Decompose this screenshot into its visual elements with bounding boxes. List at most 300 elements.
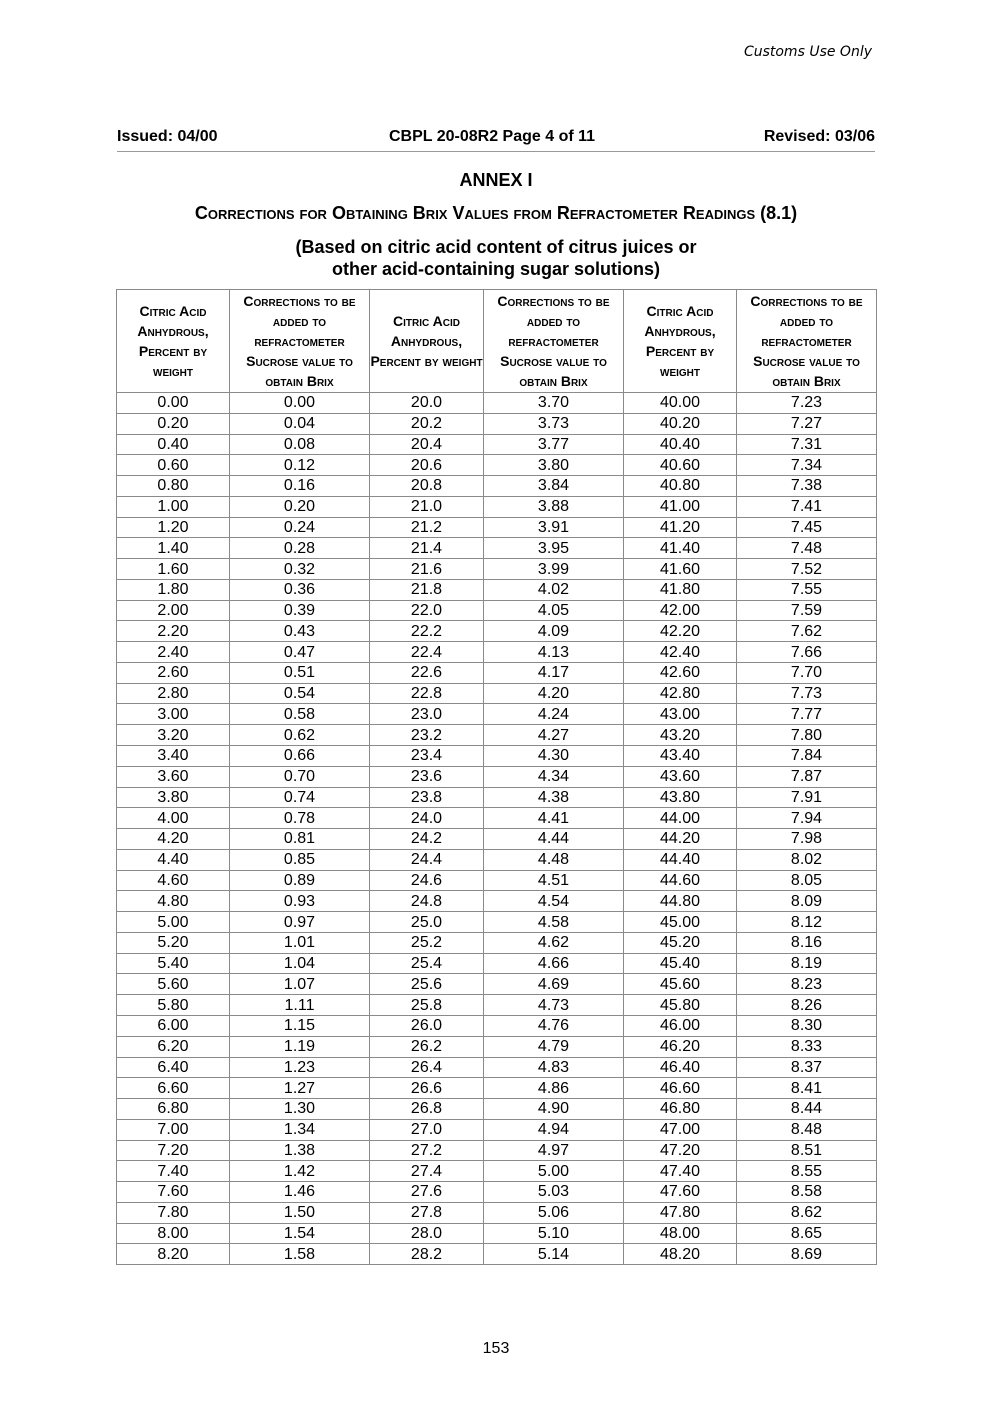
table-cell: 5.40 xyxy=(117,953,230,974)
table-row xyxy=(117,808,877,829)
table-row xyxy=(117,829,877,850)
table-cell: 1.11 xyxy=(230,995,370,1016)
table-cell: 6.20 xyxy=(117,1036,230,1057)
table-row xyxy=(117,787,877,808)
table-cell: 7.48 xyxy=(737,538,877,559)
table-cell: 27.6 xyxy=(370,1182,484,1203)
table-cell: 8.51 xyxy=(737,1140,877,1161)
table-cell: 7.23 xyxy=(737,393,877,414)
table-cell: 4.58 xyxy=(484,912,624,933)
table-cell: 7.80 xyxy=(117,1202,230,1223)
table-cell: 7.55 xyxy=(737,579,877,600)
table-cell: 4.24 xyxy=(484,704,624,725)
table-cell: 7.73 xyxy=(737,683,877,704)
table-cell: 8.05 xyxy=(737,870,877,891)
table-cell: 24.6 xyxy=(370,870,484,891)
table-cell: 7.94 xyxy=(737,808,877,829)
table-row xyxy=(117,1244,877,1265)
table-cell: 7.52 xyxy=(737,559,877,580)
table-cell: 8.30 xyxy=(737,1015,877,1036)
table-cell: 41.80 xyxy=(624,579,737,600)
table-cell: 0.97 xyxy=(230,912,370,933)
table-row xyxy=(117,1223,877,1244)
table-cell: 1.15 xyxy=(230,1015,370,1036)
table-row xyxy=(117,393,877,414)
issued-date: Issued: 04/00 xyxy=(117,128,218,145)
table-row xyxy=(117,953,877,974)
table-cell: 8.20 xyxy=(117,1244,230,1265)
table-row xyxy=(117,1161,877,1182)
table-cell: 4.80 xyxy=(117,891,230,912)
table-cell: 7.34 xyxy=(737,455,877,476)
table-cell: 46.80 xyxy=(624,1099,737,1120)
table-cell: 41.00 xyxy=(624,496,737,517)
table-cell: 4.41 xyxy=(484,808,624,829)
table-cell: 43.80 xyxy=(624,787,737,808)
table-cell: 1.00 xyxy=(117,496,230,517)
table-cell: 20.0 xyxy=(370,393,484,414)
table-cell: 21.6 xyxy=(370,559,484,580)
table-header-row xyxy=(117,290,877,393)
table-cell: 5.20 xyxy=(117,932,230,953)
table-note xyxy=(0,236,992,280)
table-cell: 8.09 xyxy=(737,891,877,912)
table-note-line-2: other acid-containing sugar solutions) xyxy=(331,259,661,279)
table-cell: 0.24 xyxy=(230,517,370,538)
table-cell: 5.00 xyxy=(484,1161,624,1182)
table-cell: 4.97 xyxy=(484,1140,624,1161)
table-row xyxy=(117,891,877,912)
table-cell: 7.98 xyxy=(737,829,877,850)
table-cell: 21.2 xyxy=(370,517,484,538)
table-note-line-1: (Based on citric acid content of citrus juices or xyxy=(295,237,697,257)
table-row xyxy=(117,496,877,517)
table-cell: 3.88 xyxy=(484,496,624,517)
table-cell: 7.31 xyxy=(737,434,877,455)
column-header: Corrections to be added to refractometer Sucrose value to obtain Brix xyxy=(484,290,624,393)
table-cell: 7.41 xyxy=(737,496,877,517)
table-cell: 20.2 xyxy=(370,413,484,434)
table-cell: 24.2 xyxy=(370,829,484,850)
table-row xyxy=(117,455,877,476)
annex-title: ANNEX I xyxy=(459,170,533,190)
table-cell: 0.58 xyxy=(230,704,370,725)
table-cell: 46.60 xyxy=(624,1078,737,1099)
table-row xyxy=(117,1057,877,1078)
table-cell: 47.60 xyxy=(624,1182,737,1203)
table-cell: 3.95 xyxy=(484,538,624,559)
table-cell: 4.44 xyxy=(484,829,624,850)
table-cell: 8.37 xyxy=(737,1057,877,1078)
table-cell: 1.34 xyxy=(230,1119,370,1140)
table-cell: 7.70 xyxy=(737,662,877,683)
table-cell: 20.4 xyxy=(370,434,484,455)
table-cell: 40.20 xyxy=(624,413,737,434)
table-cell: 4.09 xyxy=(484,621,624,642)
table-cell: 1.58 xyxy=(230,1244,370,1265)
table-cell: 0.43 xyxy=(230,621,370,642)
table-cell: 0.12 xyxy=(230,455,370,476)
table-cell: 8.58 xyxy=(737,1182,877,1203)
table-cell: 0.85 xyxy=(230,849,370,870)
table-cell: 41.60 xyxy=(624,559,737,580)
table-cell: 1.42 xyxy=(230,1161,370,1182)
page-header xyxy=(117,128,875,152)
page-number: 153 xyxy=(482,1340,510,1357)
table-cell: 0.32 xyxy=(230,559,370,580)
table-cell: 4.17 xyxy=(484,662,624,683)
table-cell: 22.8 xyxy=(370,683,484,704)
table-cell: 7.38 xyxy=(737,476,877,497)
table-cell: 8.02 xyxy=(737,849,877,870)
table-cell: 8.26 xyxy=(737,995,877,1016)
table-cell: 43.60 xyxy=(624,766,737,787)
table-cell: 5.06 xyxy=(484,1202,624,1223)
table-cell: 7.66 xyxy=(737,642,877,663)
table-row xyxy=(117,974,877,995)
table-cell: 2.00 xyxy=(117,600,230,621)
table-cell: 3.91 xyxy=(484,517,624,538)
table-cell: 22.2 xyxy=(370,621,484,642)
table-cell: 21.4 xyxy=(370,538,484,559)
table-cell: 3.20 xyxy=(117,725,230,746)
table-cell: 0.16 xyxy=(230,476,370,497)
table-cell: 45.80 xyxy=(624,995,737,1016)
table-cell: 8.23 xyxy=(737,974,877,995)
table-row xyxy=(117,559,877,580)
table-cell: 27.0 xyxy=(370,1119,484,1140)
table-cell: 4.38 xyxy=(484,787,624,808)
table-cell: 42.80 xyxy=(624,683,737,704)
table-cell: 4.48 xyxy=(484,849,624,870)
table-row xyxy=(117,1182,877,1203)
table-row xyxy=(117,704,877,725)
table-row xyxy=(117,517,877,538)
table-cell: 23.8 xyxy=(370,787,484,808)
table-cell: 7.80 xyxy=(737,725,877,746)
table-cell: 5.14 xyxy=(484,1244,624,1265)
table-cell: 8.12 xyxy=(737,912,877,933)
table-cell: 0.78 xyxy=(230,808,370,829)
table-cell: 0.47 xyxy=(230,642,370,663)
table-cell: 0.81 xyxy=(230,829,370,850)
table-cell: 43.20 xyxy=(624,725,737,746)
table-cell: 8.16 xyxy=(737,932,877,953)
table-cell: 3.84 xyxy=(484,476,624,497)
table-cell: 26.8 xyxy=(370,1099,484,1120)
table-cell: 25.2 xyxy=(370,932,484,953)
table-cell: 48.20 xyxy=(624,1244,737,1265)
table-cell: 8.62 xyxy=(737,1202,877,1223)
table-cell: 2.20 xyxy=(117,621,230,642)
column-header: Citric Acid Anhydrous, Percent by weight xyxy=(624,290,737,393)
table-cell: 3.70 xyxy=(484,393,624,414)
table-cell: 40.40 xyxy=(624,434,737,455)
table-cell: 4.60 xyxy=(117,870,230,891)
table-cell: 4.69 xyxy=(484,974,624,995)
table-cell: 1.60 xyxy=(117,559,230,580)
table-cell: 42.60 xyxy=(624,662,737,683)
table-cell: 46.40 xyxy=(624,1057,737,1078)
table-cell: 27.8 xyxy=(370,1202,484,1223)
table-cell: 44.00 xyxy=(624,808,737,829)
table-cell: 7.45 xyxy=(737,517,877,538)
table-cell: 41.40 xyxy=(624,538,737,559)
table-row xyxy=(117,932,877,953)
table-cell: 1.20 xyxy=(117,517,230,538)
table-cell: 26.0 xyxy=(370,1015,484,1036)
table-cell: 0.54 xyxy=(230,683,370,704)
table-cell: 28.0 xyxy=(370,1223,484,1244)
table-cell: 7.59 xyxy=(737,600,877,621)
table-cell: 3.00 xyxy=(117,704,230,725)
table-cell: 4.27 xyxy=(484,725,624,746)
table-cell: 23.4 xyxy=(370,746,484,767)
table-row xyxy=(117,683,877,704)
table-cell: 0.00 xyxy=(117,393,230,414)
table-cell: 43.40 xyxy=(624,746,737,767)
table-cell: 22.6 xyxy=(370,662,484,683)
table-cell: 8.55 xyxy=(737,1161,877,1182)
column-header: Corrections to be added to refractometer Sucrose value to obtain Brix xyxy=(230,290,370,393)
table-cell: 8.48 xyxy=(737,1119,877,1140)
table-cell: 25.6 xyxy=(370,974,484,995)
table-cell: 1.40 xyxy=(117,538,230,559)
table-cell: 1.46 xyxy=(230,1182,370,1203)
table-cell: 48.00 xyxy=(624,1223,737,1244)
table-cell: 7.60 xyxy=(117,1182,230,1203)
table-cell: 0.60 xyxy=(117,455,230,476)
table-row xyxy=(117,621,877,642)
table-cell: 26.2 xyxy=(370,1036,484,1057)
document-reference: CBPL 20-08R2 Page 4 of 11 xyxy=(389,128,596,145)
table-row xyxy=(117,1036,877,1057)
table-cell: 44.40 xyxy=(624,849,737,870)
table-row xyxy=(117,725,877,746)
table-cell: 7.27 xyxy=(737,413,877,434)
table-cell: 0.08 xyxy=(230,434,370,455)
table-cell: 4.13 xyxy=(484,642,624,663)
table-cell: 2.40 xyxy=(117,642,230,663)
table-cell: 5.60 xyxy=(117,974,230,995)
table-cell: 4.34 xyxy=(484,766,624,787)
table-cell: 0.93 xyxy=(230,891,370,912)
table-cell: 5.03 xyxy=(484,1182,624,1203)
table-cell: 8.19 xyxy=(737,953,877,974)
table-cell: 42.20 xyxy=(624,621,737,642)
table-row xyxy=(117,538,877,559)
table-row xyxy=(117,746,877,767)
table-row xyxy=(117,600,877,621)
table-cell: 8.33 xyxy=(737,1036,877,1057)
table-cell: 45.00 xyxy=(624,912,737,933)
table-cell: 1.01 xyxy=(230,932,370,953)
table-cell: 45.60 xyxy=(624,974,737,995)
table-cell: 47.00 xyxy=(624,1119,737,1140)
table-cell: 0.28 xyxy=(230,538,370,559)
table-cell: 25.8 xyxy=(370,995,484,1016)
table-cell: 7.00 xyxy=(117,1119,230,1140)
table-row xyxy=(117,434,877,455)
table-cell: 4.20 xyxy=(117,829,230,850)
table-cell: 1.30 xyxy=(230,1099,370,1120)
table-cell: 0.89 xyxy=(230,870,370,891)
table-row xyxy=(117,1015,877,1036)
table-cell: 40.60 xyxy=(624,455,737,476)
table-cell: 4.51 xyxy=(484,870,624,891)
table-cell: 7.91 xyxy=(737,787,877,808)
table-cell: 5.10 xyxy=(484,1223,624,1244)
customs-use-note: Customs Use Only xyxy=(743,44,872,60)
table-cell: 1.50 xyxy=(230,1202,370,1223)
table-cell: 27.2 xyxy=(370,1140,484,1161)
table-cell: 3.73 xyxy=(484,413,624,434)
table-cell: 1.23 xyxy=(230,1057,370,1078)
table-cell: 4.62 xyxy=(484,932,624,953)
table-cell: 24.0 xyxy=(370,808,484,829)
table-cell: 4.00 xyxy=(117,808,230,829)
table-cell: 25.4 xyxy=(370,953,484,974)
column-header: Citric Acid Anhydrous, Percent by weight xyxy=(370,290,484,393)
table-cell: 6.00 xyxy=(117,1015,230,1036)
table-cell: 6.40 xyxy=(117,1057,230,1078)
table-cell: 1.19 xyxy=(230,1036,370,1057)
table-cell: 23.6 xyxy=(370,766,484,787)
table-row xyxy=(117,476,877,497)
table-cell: 3.40 xyxy=(117,746,230,767)
table-cell: 0.04 xyxy=(230,413,370,434)
table-cell: 7.77 xyxy=(737,704,877,725)
table-cell: 26.6 xyxy=(370,1078,484,1099)
table-cell: 3.80 xyxy=(484,455,624,476)
table-cell: 8.41 xyxy=(737,1078,877,1099)
table-cell: 44.60 xyxy=(624,870,737,891)
table-cell: 23.2 xyxy=(370,725,484,746)
table-cell: 22.0 xyxy=(370,600,484,621)
table-cell: 0.70 xyxy=(230,766,370,787)
table-cell: 0.00 xyxy=(230,393,370,414)
table-cell: 4.94 xyxy=(484,1119,624,1140)
table-cell: 0.39 xyxy=(230,600,370,621)
table-cell: 0.20 xyxy=(230,496,370,517)
table-cell: 4.90 xyxy=(484,1099,624,1120)
table-cell: 46.20 xyxy=(624,1036,737,1057)
table-cell: 24.4 xyxy=(370,849,484,870)
table-row xyxy=(117,1099,877,1120)
table-cell: 25.0 xyxy=(370,912,484,933)
column-header: Citric Acid Anhydrous, Percent by weight xyxy=(117,290,230,393)
table-cell: 6.80 xyxy=(117,1099,230,1120)
table-cell: 4.05 xyxy=(484,600,624,621)
table-row xyxy=(117,579,877,600)
table-cell: 3.80 xyxy=(117,787,230,808)
table-cell: 26.4 xyxy=(370,1057,484,1078)
table-cell: 3.60 xyxy=(117,766,230,787)
table-row xyxy=(117,1140,877,1161)
table-cell: 46.00 xyxy=(624,1015,737,1036)
table-cell: 0.40 xyxy=(117,434,230,455)
table-cell: 24.8 xyxy=(370,891,484,912)
table-cell: 42.40 xyxy=(624,642,737,663)
table-cell: 7.87 xyxy=(737,766,877,787)
table-row xyxy=(117,766,877,787)
table-cell: 0.36 xyxy=(230,579,370,600)
table-cell: 44.20 xyxy=(624,829,737,850)
table-cell: 41.20 xyxy=(624,517,737,538)
table-cell: 7.62 xyxy=(737,621,877,642)
table-cell: 47.20 xyxy=(624,1140,737,1161)
table-cell: 2.60 xyxy=(117,662,230,683)
table-cell: 40.00 xyxy=(624,393,737,414)
table-cell: 2.80 xyxy=(117,683,230,704)
table-cell: 7.20 xyxy=(117,1140,230,1161)
table-cell: 4.02 xyxy=(484,579,624,600)
table-row xyxy=(117,1078,877,1099)
table-cell: 28.2 xyxy=(370,1244,484,1265)
table-cell: 4.54 xyxy=(484,891,624,912)
table-cell: 45.40 xyxy=(624,953,737,974)
table-cell: 1.27 xyxy=(230,1078,370,1099)
column-header: Corrections to be added to refractometer Sucrose value to obtain Brix xyxy=(737,290,877,393)
table-cell: 4.40 xyxy=(117,849,230,870)
table-cell: 3.77 xyxy=(484,434,624,455)
table-row xyxy=(117,662,877,683)
table-cell: 0.51 xyxy=(230,662,370,683)
table-cell: 8.44 xyxy=(737,1099,877,1120)
table-cell: 47.80 xyxy=(624,1202,737,1223)
table-cell: 1.80 xyxy=(117,579,230,600)
table-cell: 23.0 xyxy=(370,704,484,725)
table-cell: 1.54 xyxy=(230,1223,370,1244)
table-row xyxy=(117,870,877,891)
table-cell: 0.62 xyxy=(230,725,370,746)
table-cell: 7.84 xyxy=(737,746,877,767)
table-cell: 21.8 xyxy=(370,579,484,600)
table-cell: 4.86 xyxy=(484,1078,624,1099)
table-row xyxy=(117,642,877,663)
table-cell: 40.80 xyxy=(624,476,737,497)
table-cell: 27.4 xyxy=(370,1161,484,1182)
table-cell: 4.79 xyxy=(484,1036,624,1057)
revised-date: Revised: 03/06 xyxy=(763,128,875,145)
table-cell: 6.60 xyxy=(117,1078,230,1099)
table-cell: 45.20 xyxy=(624,932,737,953)
table-row xyxy=(117,849,877,870)
table-cell: 0.20 xyxy=(117,413,230,434)
table-cell: 0.74 xyxy=(230,787,370,808)
table-cell: 4.76 xyxy=(484,1015,624,1036)
table-cell: 4.83 xyxy=(484,1057,624,1078)
table-body xyxy=(117,393,877,1265)
table-cell: 4.73 xyxy=(484,995,624,1016)
table-cell: 3.99 xyxy=(484,559,624,580)
table-row xyxy=(117,995,877,1016)
table-cell: 5.00 xyxy=(117,912,230,933)
table-cell: 0.66 xyxy=(230,746,370,767)
table-cell: 8.65 xyxy=(737,1223,877,1244)
table-cell: 7.40 xyxy=(117,1161,230,1182)
table-cell: 20.8 xyxy=(370,476,484,497)
correction-table xyxy=(116,289,877,1265)
table-cell: 8.00 xyxy=(117,1223,230,1244)
table-cell: 44.80 xyxy=(624,891,737,912)
table-cell: 0.80 xyxy=(117,476,230,497)
table-cell: 22.4 xyxy=(370,642,484,663)
table-cell: 4.66 xyxy=(484,953,624,974)
table-row xyxy=(117,413,877,434)
table-cell: 5.80 xyxy=(117,995,230,1016)
table-cell: 1.38 xyxy=(230,1140,370,1161)
